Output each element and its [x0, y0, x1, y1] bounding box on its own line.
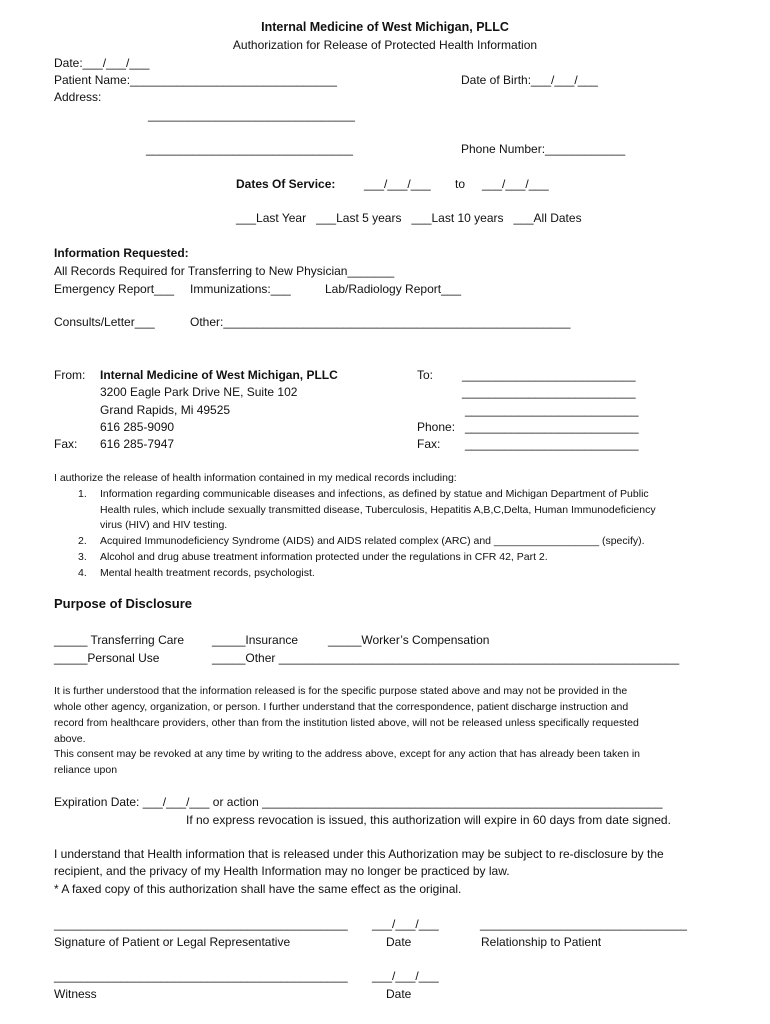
dob-field[interactable]: Date of Birth:___/___/___ — [461, 73, 598, 87]
from-org-name: Internal Medicine of West Michigan, PLLC — [100, 368, 338, 382]
service-from-date[interactable]: ___/___/___ — [364, 177, 431, 191]
to-fax-label: Fax: — [417, 437, 441, 451]
to-line-1[interactable]: __________________________ — [462, 368, 636, 382]
purpose-workers-comp[interactable]: _____Worker’s Compensation — [328, 633, 490, 647]
to-line-3[interactable]: __________________________ — [465, 403, 639, 417]
consults-letter-option[interactable]: Consults/Letter___ — [54, 315, 155, 329]
signature-date-line[interactable]: ___/___/___ — [372, 917, 439, 931]
from-fax-label: Fax: — [54, 437, 78, 451]
expiration-note: If no express revocation is issued, this authorization will expire in 60 days from date signed. — [186, 813, 671, 827]
item-1-line: virus (HIV) and HIV testing. — [100, 519, 228, 531]
date-field[interactable]: Date:___/___/___ — [54, 56, 150, 70]
closing-line-2: recipient, and the privacy of my Health Information may no longer be practiced by law. — [54, 864, 510, 878]
org-title: Internal Medicine of West Michigan, PLLC — [261, 20, 509, 34]
service-to-word: to — [455, 177, 466, 191]
from-address-1: 3200 Eagle Park Drive NE, Suite 102 — [100, 385, 298, 399]
to-fax-field[interactable]: __________________________ — [465, 437, 639, 451]
signature-line[interactable]: ____________________________________________ — [54, 917, 348, 931]
info-requested-heading: Information Requested: — [54, 246, 189, 260]
item-3-line: Alcohol and drug abuse treatment information protected under the regulations in CFR 42, Part 2. — [100, 551, 548, 563]
signature-label: Signature of Patient or Legal Representative — [54, 935, 291, 949]
form-title: Authorization for Release of Protected Health Information — [232, 38, 538, 52]
closing-line-1: I understand that Health information that is released under this Authorization may be subject to re-disclosure by the — [54, 847, 664, 861]
understood-line: It is further understood that the information released is for the specific purpose stated above and may not be provided in the — [54, 685, 628, 697]
service-to-date[interactable]: ___/___/___ — [482, 177, 549, 191]
understood-line: reliance upon — [54, 764, 118, 776]
witness-date-line[interactable]: ___/___/___ — [372, 969, 439, 983]
from-address-2: Grand Rapids, Mi 49525 — [100, 403, 231, 417]
item-2-line: Acquired Immunodeficiency Syndrome (AIDS) and AIDS related complex (ARC) and __________________ (specify). — [100, 535, 645, 547]
emergency-report-option[interactable]: Emergency Report___ — [54, 282, 175, 296]
understood-line: record from healthcare providers, other than from the institution listed above, will not be released unless specifically requested — [54, 717, 639, 729]
purpose-personal-use[interactable]: _____Personal Use — [54, 651, 160, 665]
to-label: To: — [417, 368, 434, 382]
item-2-number: 2. — [78, 535, 87, 547]
witness-line[interactable]: ____________________________________________ — [54, 969, 348, 983]
understood-line: above. — [54, 733, 86, 745]
patient-name-field[interactable]: Patient Name:_______________________________ — [54, 73, 337, 87]
to-phone-field[interactable]: __________________________ — [465, 420, 639, 434]
authorize-intro: I authorize the release of health information contained in my medical records including: — [54, 472, 457, 484]
purpose-other[interactable]: _____Other ____________________________________________________________ — [212, 651, 680, 665]
service-range-options[interactable]: ___Last Year ___Last 5 years ___Last 10 years ___All Dates — [236, 211, 582, 225]
to-phone-label: Phone: — [417, 420, 456, 434]
address-line-2[interactable]: _______________________________ — [146, 142, 353, 156]
faxed-copy-note: * A faxed copy of this authorization shall have the same effect as the original. — [54, 882, 462, 896]
purpose-transferring-care[interactable]: _____ Transferring Care — [54, 633, 185, 647]
to-line-2[interactable]: __________________________ — [462, 385, 636, 399]
immunizations-option[interactable]: Immunizations:___ — [190, 282, 291, 296]
expiration-field[interactable]: Expiration Date: ___/___/___ or action ____________________________________________________________ — [54, 795, 663, 809]
item-1-line: Information regarding communicable diseases and infections, as defined by statue and Michigan Department of Public — [100, 488, 649, 500]
dates-of-service-label: Dates Of Service: — [236, 177, 336, 191]
relationship-label: Relationship to Patient — [481, 935, 602, 949]
from-label: From: — [54, 368, 86, 382]
understood-line: whole other agency, organization, or person. I further understand that the correspondence, patient discharge instruction and — [54, 701, 629, 713]
relationship-line[interactable]: _______________________________ — [480, 917, 687, 931]
item-3-number: 3. — [78, 551, 87, 563]
item-1-number: 1. — [78, 488, 87, 500]
address-label: Address: — [54, 90, 102, 104]
purpose-insurance[interactable]: _____Insurance — [212, 633, 299, 647]
item-4-number: 4. — [78, 567, 87, 579]
address-line-1[interactable]: _______________________________ — [148, 108, 355, 122]
item-4-line: Mental health treatment records, psychologist. — [100, 567, 315, 579]
phone-field[interactable]: Phone Number:____________ — [461, 142, 626, 156]
item-1-line: Health rules, which include sexually transmitted disease, Tuberculosis, Hepatitis A,B,C,Delta, Human Immunodeficiency — [100, 504, 656, 516]
witness-label: Witness — [54, 987, 97, 1001]
witness-date-label: Date — [386, 987, 412, 1001]
lab-radiology-option[interactable]: Lab/Radiology Report___ — [325, 282, 462, 296]
signature-date-label: Date — [386, 935, 412, 949]
from-phone: 616 285-9090 — [100, 420, 175, 434]
all-records-option[interactable]: All Records Required for Transferring to New Physician_______ — [54, 264, 395, 278]
purpose-heading: Purpose of Disclosure — [54, 596, 192, 611]
other-info-field[interactable]: Other:____________________________________________________ — [190, 315, 571, 329]
understood-line: This consent may be revoked at any time by writing to the address above, except for any action that has already been taken in — [54, 748, 641, 760]
from-fax: 616 285-7947 — [100, 437, 175, 451]
